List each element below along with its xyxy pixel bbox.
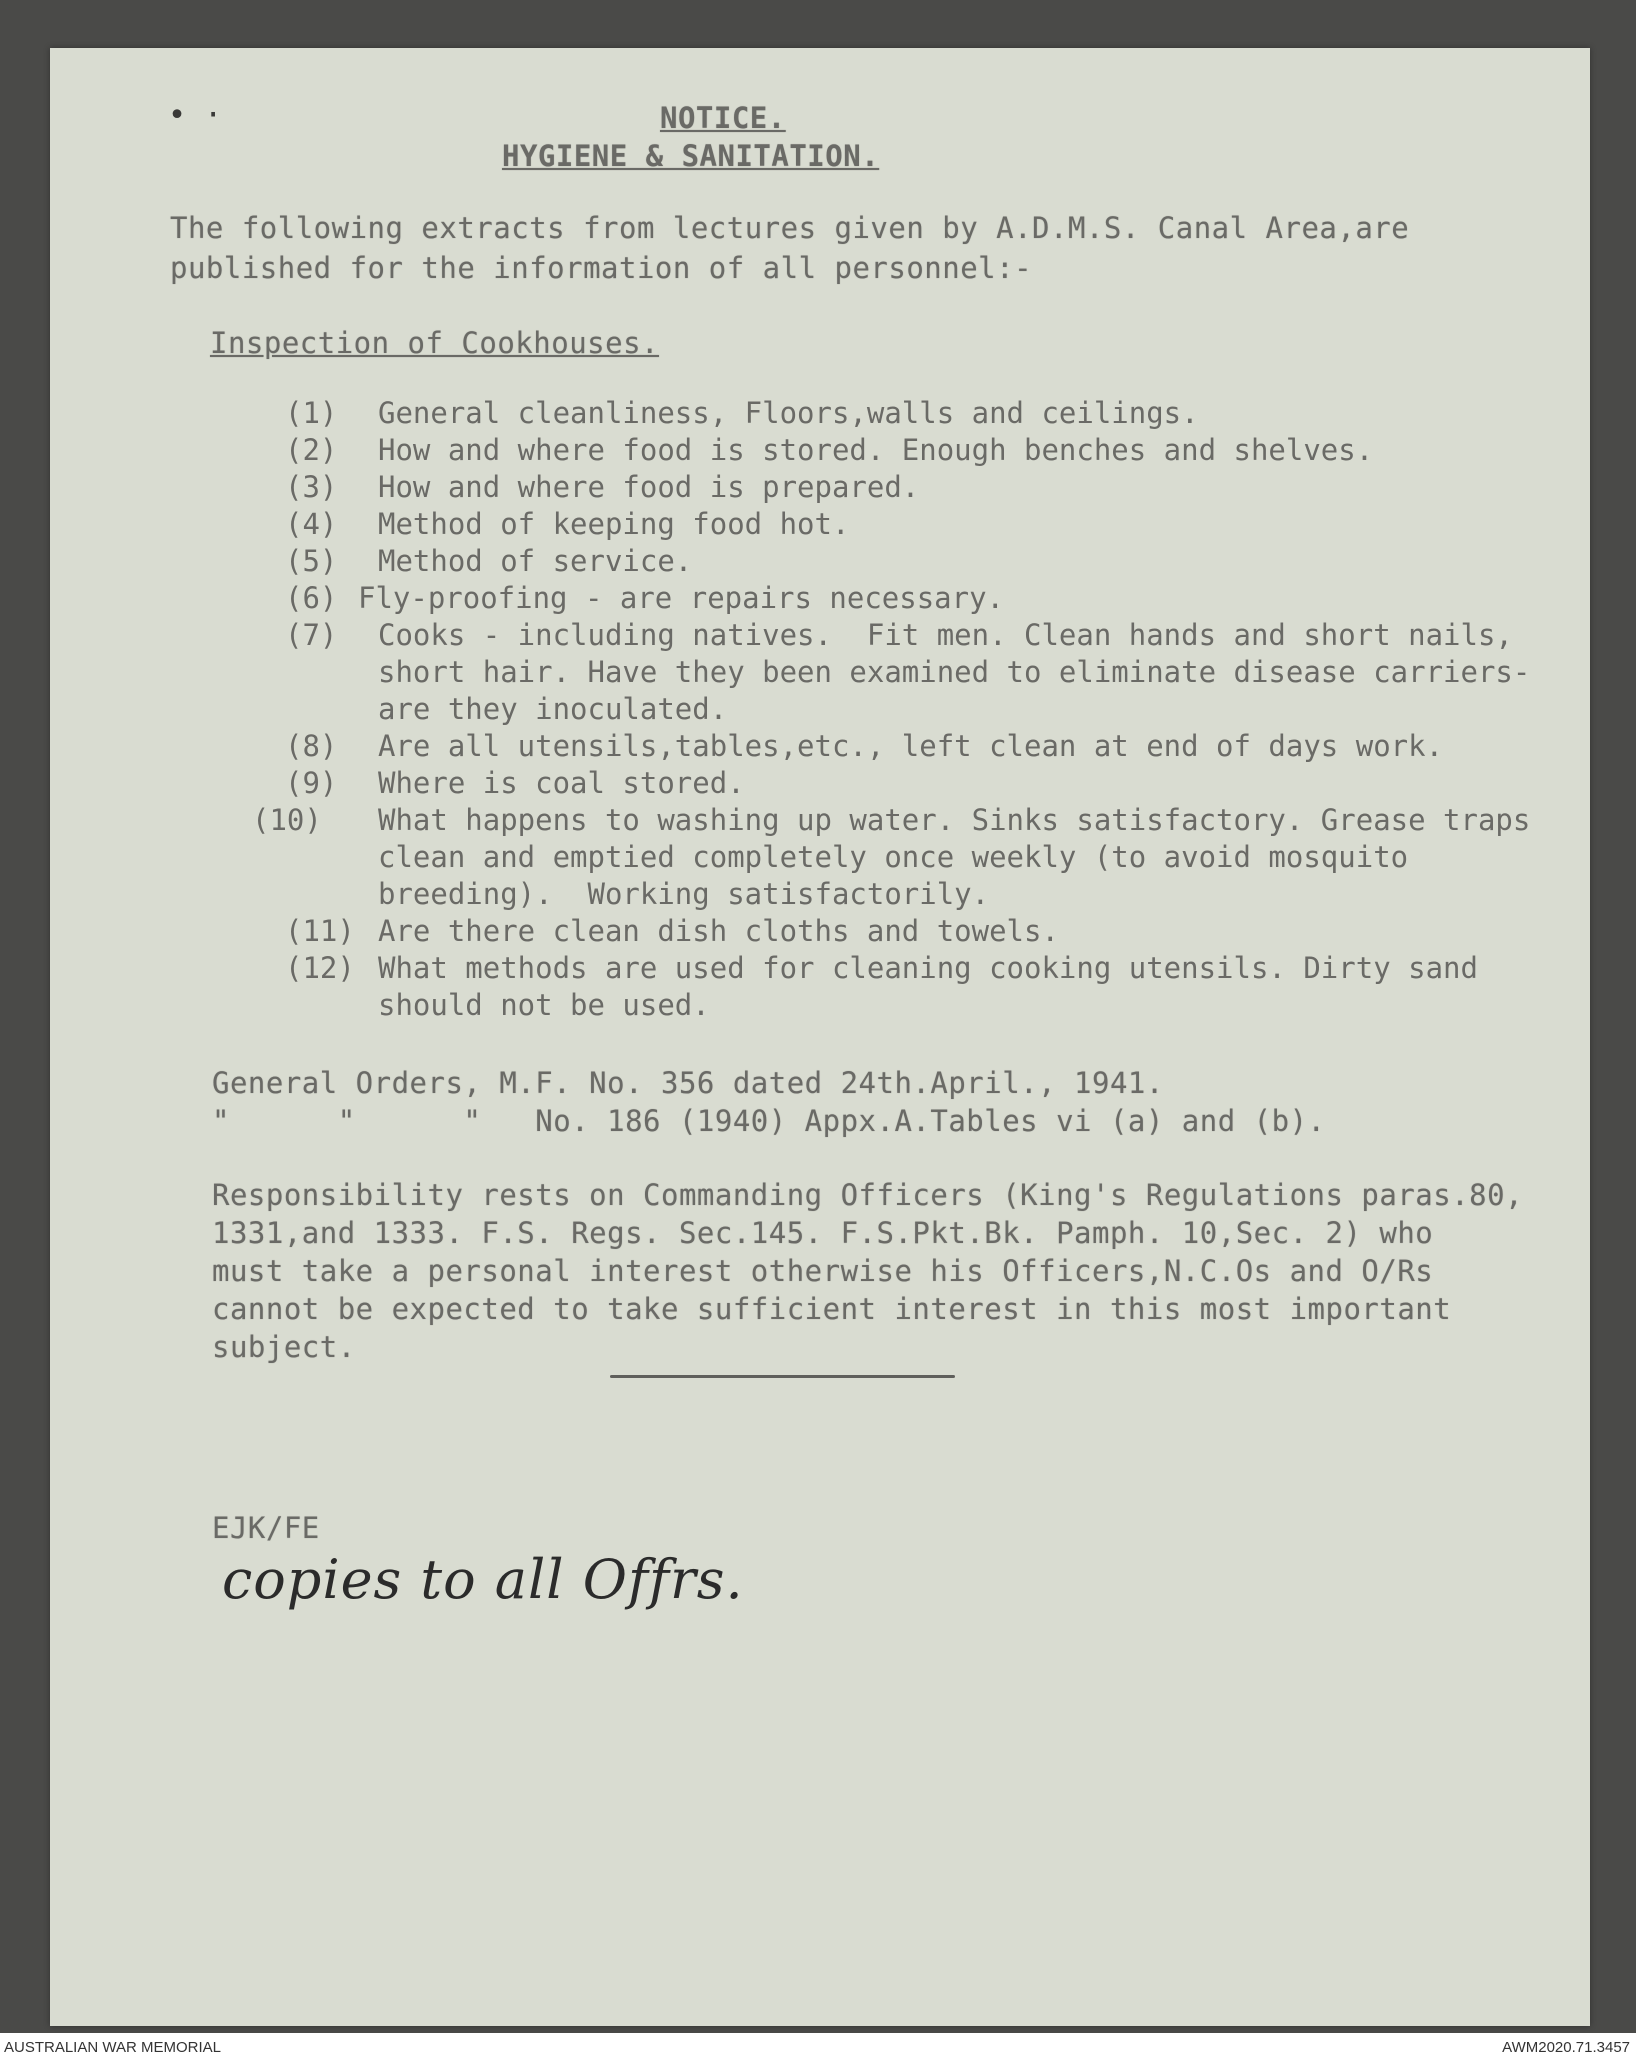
list-item-number: (12): [285, 951, 355, 985]
footer-reference: AWM2020.71.3457: [1502, 2039, 1630, 2056]
list-item-number: (11): [285, 914, 355, 948]
list-item-text: clean and emptied completely once weekly (to avoid mosquito: [378, 840, 1409, 874]
list-item-number: (2): [285, 433, 338, 467]
list-item-text: Are all utensils,tables,etc., left clean at end of days work.: [378, 729, 1444, 763]
list-item-text: What happens to washing up water. Sinks satisfactory. Grease traps: [378, 803, 1531, 837]
list-item-text: Method of keeping food hot.: [378, 507, 850, 541]
responsibility-line-1: Responsibility rests on Commanding Officers (King's Regulations paras.80,: [212, 1178, 1524, 1212]
list-item-number: (4): [285, 507, 338, 541]
list-item-text: breeding). Working satisfactorily.: [378, 877, 990, 911]
list-item-text: should not be used.: [378, 988, 710, 1022]
list-item-text: General cleanliness, Floors,walls and ceilings.: [378, 396, 1199, 430]
list-item-number: (7): [285, 618, 338, 652]
list-item-number: (8): [285, 729, 338, 763]
list-item-text: Where is coal stored.: [378, 766, 745, 800]
ink-marks: • ·: [168, 98, 223, 133]
responsibility-line-2: 1331,and 1333. F.S. Regs. Sec.145. F.S.Pkt.Bk. Pamph. 10,Sec. 2) who: [212, 1216, 1434, 1250]
list-item-text: are they inoculated.: [378, 692, 728, 726]
list-item-text: short hair. Have they been examined to eliminate disease carriers-: [378, 655, 1531, 689]
list-item-number: (10): [252, 803, 322, 837]
list-item-number: (3): [285, 470, 338, 504]
intro-line-2: published for the information of all personnel:-: [170, 251, 1033, 285]
list-item-text: Method of service.: [378, 544, 693, 578]
responsibility-line-3: must take a personal interest otherwise his Officers,N.C.Os and O/Rs: [212, 1254, 1434, 1288]
list-item-number: (5): [285, 544, 338, 578]
list-item-text: Cooks - including natives. Fit men. Clean hands and short nails,: [378, 618, 1513, 652]
intro-line-1: The following extracts from lectures given by A.D.M.S. Canal Area,are: [170, 211, 1410, 245]
section-heading: Inspection of Cookhouses.: [210, 326, 659, 360]
footer-institution: AUSTRALIAN WAR MEMORIAL: [4, 2039, 221, 2056]
list-item-text: Are there clean dish cloths and towels.: [378, 914, 1059, 948]
notice-subtitle: HYGIENE & SANITATION.: [502, 139, 880, 173]
responsibility-line-5: subject.: [212, 1330, 356, 1364]
list-item-text: How and where food is prepared.: [378, 470, 920, 504]
list-item-text: What methods are used for cleaning cooking utensils. Dirty sand: [378, 951, 1478, 985]
divider-line: [610, 1375, 955, 1378]
list-item-text: Fly-proofing - are repairs necessary.: [358, 581, 1005, 615]
typist-initials: EJK/FE: [212, 1511, 320, 1545]
notice-title: NOTICE.: [660, 101, 786, 135]
handwritten-note: copies to all Offrs.: [222, 1548, 744, 1611]
archive-footer: [0, 2033, 1636, 2061]
list-item-number: (6): [285, 581, 338, 615]
list-item-text: How and where food is stored. Enough benches and shelves.: [378, 433, 1374, 467]
general-orders-line-1: General Orders, M.F. No. 356 dated 24th.April., 1941.: [212, 1066, 1164, 1100]
list-item-number: (9): [285, 766, 338, 800]
responsibility-line-4: cannot be expected to take sufficient interest in this most important: [212, 1292, 1452, 1326]
general-orders-line-2: " " " No. 186 (1940) Appx.A.Tables vi (a) and (b).: [212, 1104, 1326, 1138]
list-item-number: (1): [285, 396, 338, 430]
